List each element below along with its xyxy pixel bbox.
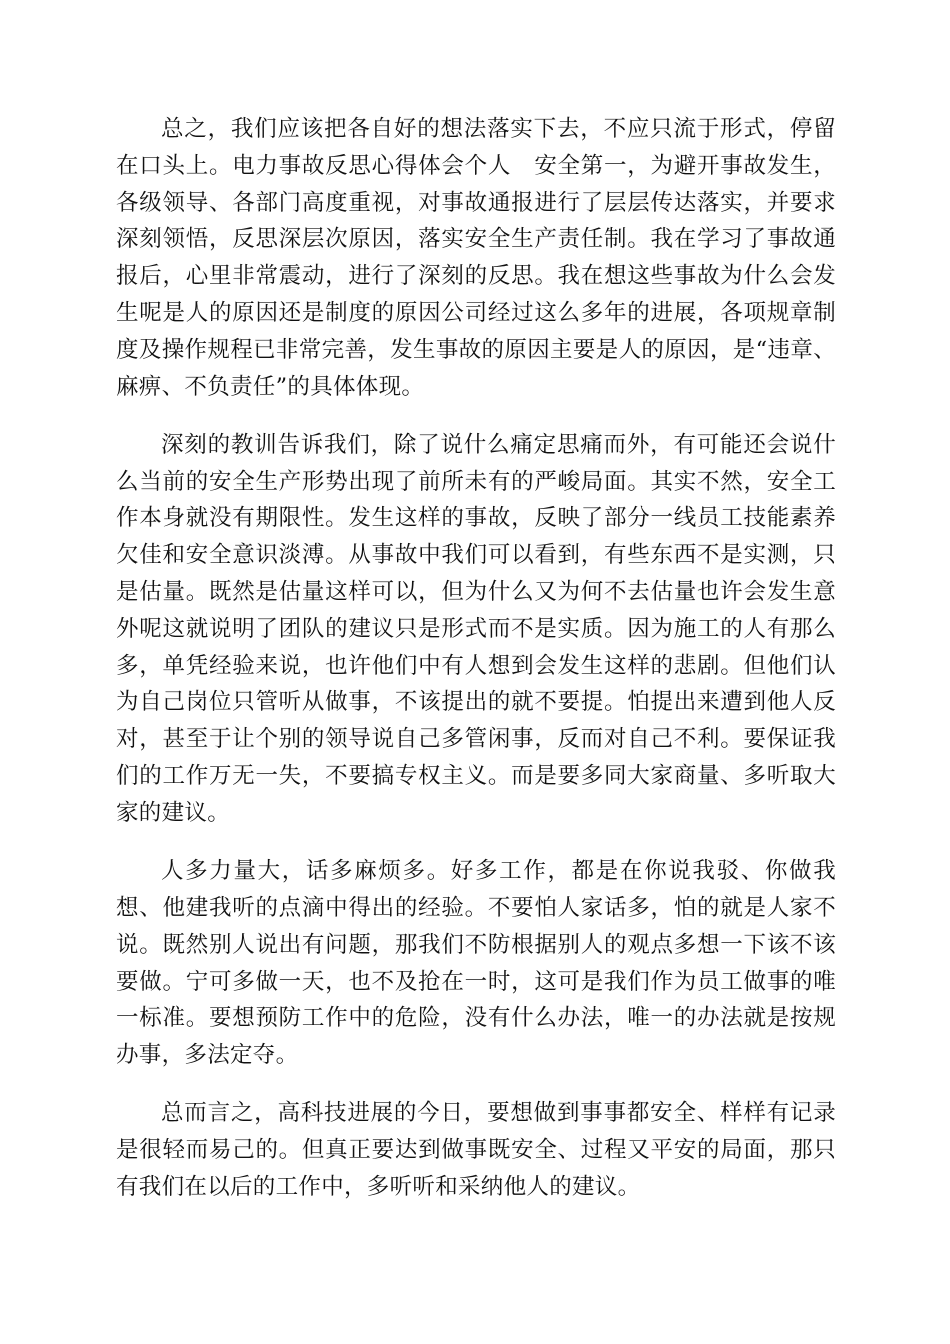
- paragraph-4: 总而言之，高科技进展的今日，要想做到事事都安全、样样有记录是很轻而易己的。但真正要达到做事既安全、过程又平安的局面，那只有我们在以后的工作中，多听听和采纳他人的建议。: [116, 1100, 836, 1201]
- paragraph-1: 总之，我们应该把各自好的想法落实下去，不应只流于形式，停留在口头上。电力事故反思心得体会个人 安全第一，为避开事故发生，各级领导、各部门高度重视，对事故通报进行了层层传达落实，并要求深刻领悟，反思深层次原因，落实安全生产责任制。我在学习了事故通报后，心里非常震动，进行了深刻的反思。我在想这些事故为什么会发生呢是人的原因还是制度的原因公司经过这么多年的进展，各项规章制度及操作规程已非常完善，发生事故的原因主要是人的原因，是“违章、麻痹、不负责任”的具体体现。: [116, 116, 836, 400]
- paragraph-3: 人多力量大，话多麻烦多。好多工作，都是在你说我驳、你做我想、他建我听的点滴中得出的经验。不要怕人家话多，怕的就是人家不说。既然别人说出有问题，那我们不防根据别人的观点多想一下该不该要做。宁可多做一天，也不及抢在一时，这可是我们作为员工做事的唯一标准。要想预防工作中的危险，没有什么办法，唯一的办法就是按规办事，多法定夺。: [116, 858, 836, 1069]
- document-body: [116, 111, 836, 1227]
- paragraph-2: 深刻的教训告诉我们，除了说什么痛定思痛而外，有可能还会说什么当前的安全生产形势出现了前所未有的严峻局面。其实不然，安全工作本身就没有期限性。发生这样的事故，反映了部分一线员工技能素养欠佳和安全意识淡溥。从事故中我们可以看到，有些东西不是实测，只是估量。既然是估量这样可以，但为什么又为何不去估量也许会发生意外呢这就说明了团队的建议只是形式而不是实质。因为施工的人有那么多，单凭经验来说，也许他们中有人想到会发生这样的悲剧。但他们认为自己岗位只管听从做事，不该提出的就不要提。怕提出来遭到他人反对，甚至于让个别的领导说自己多管闲事，反而对自己不利。要保证我们的工作万无一失，不要搞专权主义。而是要多同大家商量、多听取大家的建议。: [116, 431, 836, 826]
